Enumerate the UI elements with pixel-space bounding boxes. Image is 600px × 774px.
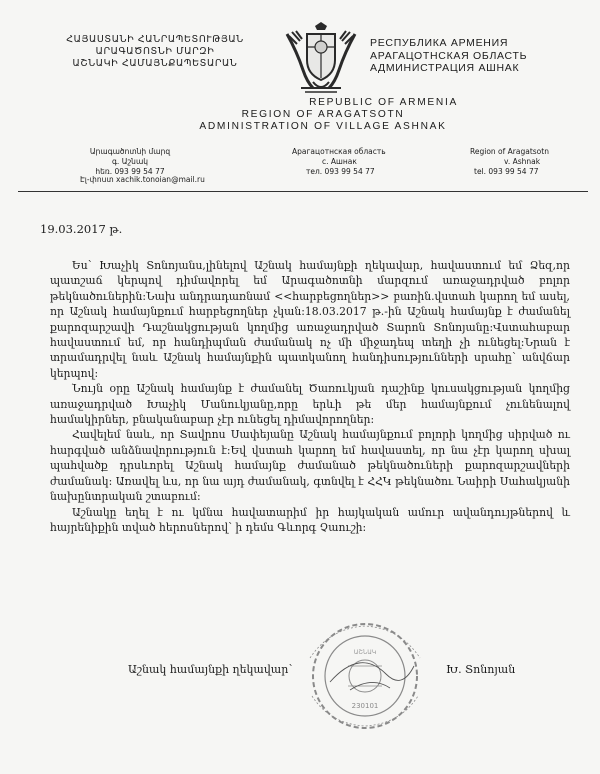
header-russian xyxy=(370,37,590,75)
contact-line: Арагацотнская область xyxy=(292,147,386,156)
stamp-center-text: ԱՇՆԱԿ xyxy=(353,649,377,656)
contact-email[interactable]: Էլ-փոստ xachik.tonoian@mail.ru xyxy=(80,175,205,184)
letter-date: 19.03.2017 թ. xyxy=(40,222,123,236)
contact-line: Արագածոտնի մարզ xyxy=(89,147,171,156)
header-english-line: REPUBLIC OF ARMENIA xyxy=(309,97,458,108)
header-english-line: REGION OF ARAGATSOTN xyxy=(241,109,405,120)
body-paragraph: Ես՝ Խաչիկ Տոնոյանս,լինելով Աշնակ համայնքի ղեկավար, հավաստում եմ Ձեզ,որ պատշաճ կերպով դիմավորել եմ Արագածոտնի մարզում առաջադրված բոլոր թեկնածուներին:Նախ անդրադառնամ <<հարբեցողներ>> բառին.վստահ կարող եմ ասել, որ Աշնակ համայնքում հարբեցողներ չկան:18.03.2017 թ.-ին Աշնակ համայնք է ժամանել քարոզարշավի Դաշնակցության կողմից առաջադրված Տարոն Տոնոյանը:Վստահաբար հավաստում եմ, որ հանդիպման ժամանակ ոչ մի միջադեպ տեղի չի ունեցել:Նրան է տրամադրվել նաև Աշնակ համայնքին պատկանող հանդիսությունների սրահը՝ անվճար կերպով: xyxy=(50,259,570,380)
body-paragraph: Աշնակը եղել է ու կմնա հավատարիմ իր հայկական ամուր ավանդույթներով և հայրենիքին տված հերոսներով՝ ի դեմս Գևորգ Չաուշի: xyxy=(50,505,570,534)
header-armenian xyxy=(30,34,280,70)
body-paragraph: Նույն օրը Աշնակ համայնք է ժամանել Ծառուկյան դաշինք կուսակցության կողմից առաջադրված Խաչիկ Մանուկյանը,որը երևի թե մեր համայնքում չունենալով համակիրներ, բնականաբար չէր ունեցել դիմավորողներ: xyxy=(50,382,570,427)
header-armenian-line: ԱՇՆԱԿԻ ՀԱՄԱՅՆՔԱՊԵՏԱՐԱՆ xyxy=(72,58,238,69)
coat-of-arms-icon xyxy=(283,22,359,96)
signature-name: Խ. Տոնոյան xyxy=(446,663,516,676)
contact-line: тел. 093 99 54 77 xyxy=(306,167,375,176)
header-english-line: ADMINISTRATION OF VILLAGE ASHNAK xyxy=(199,121,447,132)
contact-line: հեռ. 093 99 54 77 xyxy=(95,167,165,176)
body-paragraph: Հավելեմ նաև, որ Տավրոս Սափեյանը Աշնակ համայնքում բոլորի կողմից սիրված ու հարգված անձնավորություն է:Եվ վստահ կարող եմ հավաստել, որ նա չէր կարող սխալ պահվածք դրսևորել Աշնակ համայնք ժամանած թեկնածուների քարոզարշավների ժամանակ: Առավել ևս, որ նա այդ ժամանակ, գտնվել է ՀՀԿ թեկնածու Նաիրի Սահակյանի նախընտրական շտաբում: xyxy=(50,428,570,504)
header-divider xyxy=(18,191,588,192)
stamp-number: 230101 xyxy=(351,702,379,710)
header-russian-line: АДМИНИСТРАЦИЯ АШНАК xyxy=(370,62,520,74)
contact-armenian xyxy=(80,147,180,177)
header-russian-line: АРАГАЦОТНСКАЯ ОБЛАСТЬ xyxy=(370,49,528,62)
signature-label: Աշնակ համայնքի ղեկավար` xyxy=(128,663,294,676)
contact-russian xyxy=(292,147,412,177)
header-armenian-line: ՀԱՅԱՍՏԱՆԻ ՀԱՆՐԱՊԵՏՈՒԹՅԱՆ xyxy=(66,34,244,45)
contact-line: с. Ашнак xyxy=(322,157,357,166)
header-russian-line: РЕСПУБЛИКА АРМЕНИЯ xyxy=(370,37,509,49)
official-stamp xyxy=(290,618,440,734)
contact-line: Region of Aragatsotn xyxy=(470,147,549,156)
contact-english xyxy=(470,147,590,177)
contact-line: v. Ashnak xyxy=(504,157,541,166)
contact-line: tel. 093 99 54 77 xyxy=(474,167,539,176)
header-armenian-line: ԱՐԱԳԱԾՈՏՆԻ ՄԱՐԶԻ xyxy=(95,46,215,57)
contact-line: գ. Աշնակ xyxy=(112,157,148,166)
header-english xyxy=(188,97,458,133)
letter-body xyxy=(50,258,570,535)
